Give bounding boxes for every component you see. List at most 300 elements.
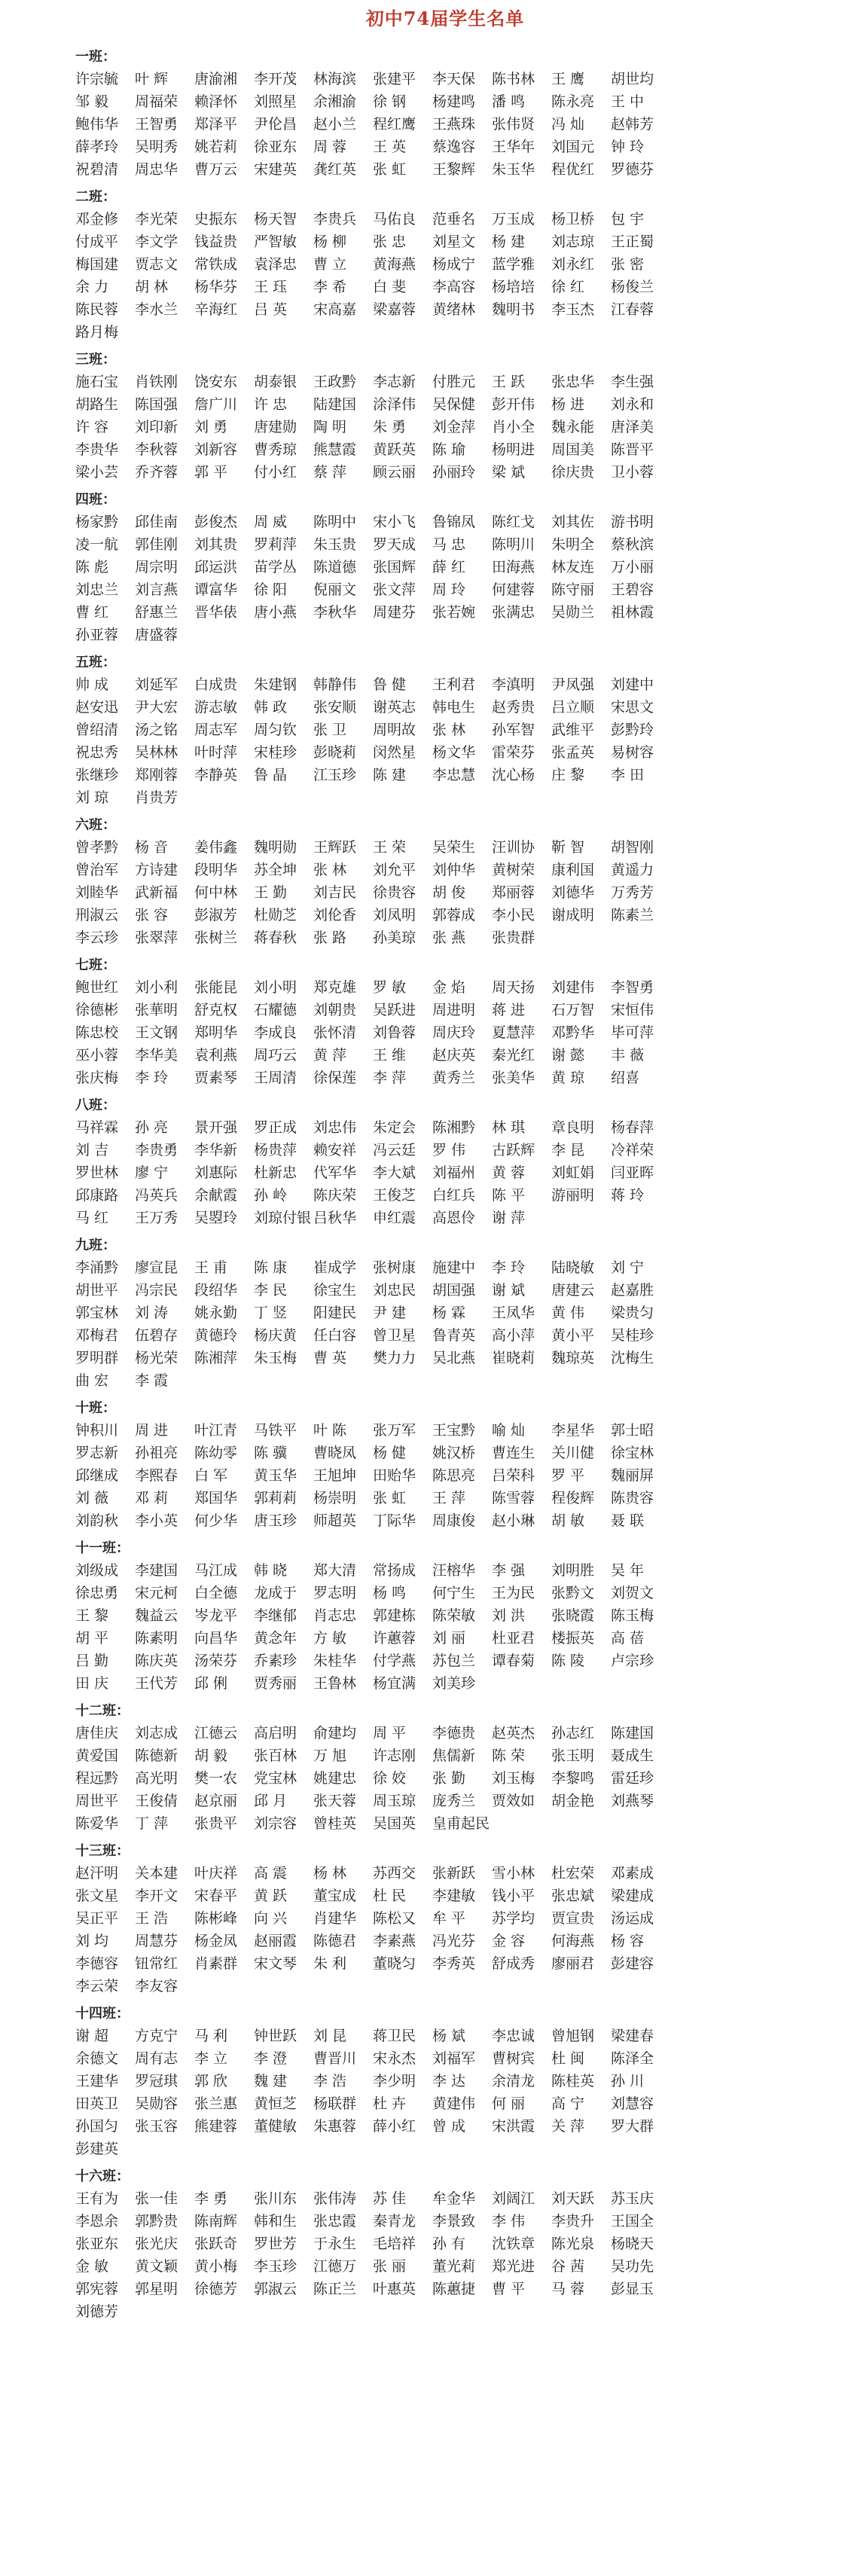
student-name: 陈建国 <box>611 1725 654 1741</box>
student-name: 余清龙 <box>492 2073 535 2089</box>
student-name: 李 希 <box>313 279 347 295</box>
student-name: 钟世跃 <box>254 2028 297 2044</box>
student-name: 祖林霞 <box>611 604 654 621</box>
student-name: 李 萍 <box>373 1070 407 1086</box>
student-name: 庞秀兰 <box>432 1793 476 1809</box>
student-name: 陈荣敏 <box>432 1607 476 1624</box>
student-name: 党宝林 <box>254 1770 297 1787</box>
student-name: 施建中 <box>432 1259 476 1276</box>
student-name: 陈光泉 <box>551 2236 595 2252</box>
student-name: 游书明 <box>611 514 654 530</box>
student-name: 李建国 <box>135 1562 178 1579</box>
student-name: 韩电生 <box>432 699 476 716</box>
student-name: 梁建春 <box>611 2028 654 2044</box>
student-name: 尹凤强 <box>551 676 595 693</box>
student-name: 刘 琼 <box>75 789 109 806</box>
name-row <box>75 719 815 741</box>
student-name: 苏西交 <box>373 1865 416 1882</box>
student-name: 王为民 <box>492 1585 535 1601</box>
student-name: 王 黎 <box>75 1607 109 1624</box>
student-name: 阳建民 <box>313 1305 357 1321</box>
student-name: 晋华俵 <box>194 604 238 621</box>
class-title: 九班： <box>75 1238 116 1253</box>
student-name: 刘朝贵 <box>313 1002 357 1018</box>
student-name: 谢 懿 <box>551 1047 585 1064</box>
student-name: 向 兴 <box>254 1910 288 1927</box>
student-name: 黄德玲 <box>194 1327 238 1344</box>
student-name: 杨家黔 <box>75 514 119 530</box>
student-name: 林友连 <box>551 559 595 575</box>
student-name: 肖铁刚 <box>135 374 178 390</box>
student-name: 刘德华 <box>551 884 595 901</box>
student-name: 谢英志 <box>373 699 416 716</box>
name-row <box>75 416 815 438</box>
student-name: 詹广川 <box>194 396 238 413</box>
student-name: 李大斌 <box>373 1164 416 1181</box>
student-name: 刘福州 <box>432 1164 476 1181</box>
student-name: 胡 敏 <box>551 1512 585 1529</box>
student-name: 刘明胜 <box>551 1562 595 1579</box>
student-name: 杨华芬 <box>194 279 238 295</box>
student-name: 秦青龙 <box>373 2213 416 2230</box>
student-name: 李 伟 <box>492 2213 526 2230</box>
student-name: 胡路生 <box>75 396 119 413</box>
class-title: 十二班： <box>75 1703 130 1719</box>
student-name: 朱玉贵 <box>313 536 357 553</box>
student-name: 张建平 <box>373 71 416 87</box>
student-name: 王旭坤 <box>313 1467 357 1484</box>
student-name: 王碧容 <box>611 581 654 598</box>
name-row <box>75 533 815 556</box>
name-row <box>75 881 815 904</box>
student-name: 陈庆荣 <box>313 1187 357 1204</box>
student-name: 王智勇 <box>135 116 178 133</box>
student-name: 易树容 <box>611 744 654 761</box>
student-name: 何海燕 <box>551 1933 595 1949</box>
student-name: 朱 利 <box>313 1955 347 1972</box>
student-name: 王凤华 <box>492 1305 535 1321</box>
class-section <box>75 652 815 809</box>
student-name: 王黎辉 <box>432 161 476 178</box>
student-name: 程远黔 <box>75 1770 119 1787</box>
student-name: 涂泽伟 <box>373 396 416 413</box>
class-section <box>75 815 815 949</box>
student-name: 鲁 晶 <box>254 767 288 783</box>
student-name: 闵然星 <box>373 744 416 761</box>
student-name: 巫小蓉 <box>75 1047 119 1064</box>
student-name: 王燕珠 <box>432 116 476 133</box>
student-name: 王 维 <box>373 1047 407 1064</box>
name-row <box>75 1207 815 1229</box>
student-name: 陈玉梅 <box>611 1607 654 1624</box>
student-name: 刘建中 <box>611 676 654 693</box>
class-title: 十一班： <box>75 1540 130 1556</box>
student-name: 蔡秋滨 <box>611 536 654 553</box>
student-name: 彭俊杰 <box>194 514 238 530</box>
student-name: 张 虹 <box>373 1490 407 1506</box>
student-name: 刘允平 <box>373 862 416 878</box>
student-name: 张满忠 <box>492 604 535 621</box>
name-row <box>75 461 815 484</box>
student-name: 施石宝 <box>75 374 119 390</box>
student-name: 陈湘黔 <box>432 1119 476 1136</box>
class-title: 十班： <box>75 1400 116 1416</box>
student-name: 张怀清 <box>313 1024 357 1041</box>
student-name: 石万智 <box>551 1002 595 1018</box>
name-row <box>75 601 815 624</box>
student-name: 辛海红 <box>194 301 238 318</box>
name-row <box>75 158 815 181</box>
student-name: 李 民 <box>254 1282 288 1299</box>
student-name: 胡 平 <box>75 1630 109 1647</box>
name-row <box>75 1672 815 1695</box>
student-name: 江玉珍 <box>313 767 357 783</box>
student-name: 杜亚君 <box>492 1630 535 1647</box>
student-name: 曹 红 <box>75 604 109 621</box>
student-name: 杨成宁 <box>432 256 476 273</box>
student-name: 邱继成 <box>75 1467 119 1484</box>
student-name: 董健敏 <box>254 2118 297 2135</box>
student-name: 江春蓉 <box>611 301 654 318</box>
student-name: 李贵勇 <box>135 1142 178 1158</box>
student-name: 冯 灿 <box>551 116 585 133</box>
name-row <box>75 2210 815 2233</box>
student-name: 郭宪蓉 <box>75 2281 119 2297</box>
student-name: 吕 英 <box>254 301 288 318</box>
name-row <box>75 741 815 764</box>
student-name: 凌一航 <box>75 536 119 553</box>
student-name: 唐建勋 <box>254 419 297 435</box>
student-name: 程优红 <box>551 161 595 178</box>
student-name: 陈民蓉 <box>75 301 119 318</box>
student-name: 徐贵容 <box>373 884 416 901</box>
student-name: 王 荣 <box>373 839 407 856</box>
student-name: 王利君 <box>432 676 476 693</box>
student-name: 黄 伟 <box>551 1305 585 1321</box>
student-name: 李 勇 <box>194 2190 228 2207</box>
student-name: 王 英 <box>373 139 407 155</box>
student-name: 郭黔贵 <box>135 2213 178 2230</box>
student-name: 陈永亮 <box>551 93 595 110</box>
student-name: 刘其贵 <box>194 536 238 553</box>
student-name: 吕立顺 <box>551 699 595 716</box>
student-name: 李贵华 <box>75 441 119 458</box>
student-name: 冯云廷 <box>373 1142 416 1158</box>
student-name: 康利国 <box>551 862 595 878</box>
student-name: 周有志 <box>135 2050 178 2067</box>
student-name: 魏 建 <box>254 2073 288 2089</box>
student-name: 黄小平 <box>551 1327 595 1344</box>
student-name: 刘照星 <box>254 93 297 110</box>
student-name: 李小英 <box>135 1512 178 1529</box>
student-name: 杨春萍 <box>611 1119 654 1136</box>
student-name: 杨崇明 <box>313 1490 357 1506</box>
student-name: 曾桂英 <box>313 1815 357 1832</box>
student-name: 彭晓莉 <box>313 744 357 761</box>
student-name: 舒成秀 <box>492 1955 535 1972</box>
student-name: 汤之铭 <box>135 722 178 738</box>
student-name: 宋元柯 <box>135 1585 178 1601</box>
student-name: 饶安东 <box>194 374 238 390</box>
student-name: 肖建华 <box>313 1910 357 1927</box>
name-row <box>75 511 815 533</box>
student-name: 张继珍 <box>75 767 119 783</box>
student-name: 罗 平 <box>551 1467 585 1484</box>
name-row <box>75 1116 815 1139</box>
student-name: 曹 英 <box>313 1350 347 1366</box>
student-name: 夏慧萍 <box>492 1024 535 1041</box>
student-name: 岑龙平 <box>194 1607 238 1624</box>
student-name: 张若婉 <box>432 604 476 621</box>
student-name: 贾志文 <box>135 256 178 273</box>
student-name: 郑丽蓉 <box>492 884 535 901</box>
student-name: 黄树荣 <box>492 862 535 878</box>
student-name: 邱运洪 <box>194 559 238 575</box>
student-name: 周宗明 <box>135 559 178 575</box>
student-name: 王代芳 <box>135 1675 178 1692</box>
name-row <box>75 1509 815 1532</box>
class-title: 五班： <box>75 655 116 670</box>
student-name: 丰 薇 <box>611 1047 645 1064</box>
student-name: 叶 辉 <box>135 71 169 87</box>
student-name: 曹晓凤 <box>313 1445 357 1461</box>
student-name: 祝碧清 <box>75 161 119 178</box>
student-name: 钟 玲 <box>611 139 645 155</box>
name-row <box>75 904 815 926</box>
student-name: 梅国建 <box>75 256 119 273</box>
student-name: 罗德芬 <box>611 161 654 178</box>
student-name: 张翠萍 <box>135 929 178 946</box>
student-name: 杜新忠 <box>254 1164 297 1181</box>
student-name: 李小民 <box>492 907 535 923</box>
student-name: 徐 姣 <box>373 1770 407 1787</box>
student-name: 董光莉 <box>432 2258 476 2275</box>
student-name: 何少华 <box>194 1512 238 1529</box>
student-name: 田英卫 <box>75 2095 119 2112</box>
student-name: 薛孝玲 <box>75 139 119 155</box>
student-name: 黄恒芝 <box>254 2095 297 2112</box>
student-name: 徐 阳 <box>254 581 288 598</box>
student-name: 宋春平 <box>194 1888 238 1904</box>
student-name: 刘 勇 <box>194 419 228 435</box>
student-name: 廖 宁 <box>135 1164 169 1181</box>
student-name: 罗 伟 <box>432 1142 466 1158</box>
student-name: 吴 年 <box>611 1562 645 1579</box>
name-row <box>75 1582 815 1604</box>
name-row <box>75 1627 815 1650</box>
student-name: 代军华 <box>313 1164 357 1181</box>
student-name: 李秀英 <box>432 1955 476 1972</box>
student-name: 郭 欣 <box>194 2073 228 2089</box>
student-name: 李恩余 <box>75 2213 119 2230</box>
student-name: 金 焰 <box>432 979 466 996</box>
student-name: 李贵升 <box>551 2213 595 2230</box>
name-row <box>75 1604 815 1627</box>
student-name: 苏玉庆 <box>611 2190 654 2207</box>
student-name: 包 宇 <box>611 211 645 227</box>
student-name: 张 林 <box>432 722 466 738</box>
class-title: 六班： <box>75 817 116 833</box>
student-name: 李建敏 <box>432 1888 476 1904</box>
name-row <box>75 136 815 158</box>
student-name: 曾旭钢 <box>551 2028 595 2044</box>
student-name: 龚红英 <box>313 161 357 178</box>
student-name: 薛 红 <box>432 559 466 575</box>
student-name: 曹连生 <box>492 1445 535 1461</box>
student-name: 张忠华 <box>551 374 595 390</box>
student-name: 张玉明 <box>551 1747 595 1764</box>
student-name: 周玉琼 <box>373 1793 416 1809</box>
student-name: 张 燕 <box>432 929 466 946</box>
student-name: 张伟涛 <box>313 2190 357 2207</box>
student-name: 杜 闽 <box>551 2050 585 2067</box>
student-name: 章良明 <box>551 1119 595 1136</box>
student-name: 李友容 <box>135 1978 178 1995</box>
student-name: 李涌黔 <box>75 1259 119 1276</box>
student-name: 张忠斌 <box>551 1888 595 1904</box>
student-name: 张百林 <box>254 1747 297 1764</box>
student-name: 田海燕 <box>492 559 535 575</box>
student-name: 朱玉梅 <box>254 1350 297 1366</box>
student-name: 罗世林 <box>75 1164 119 1181</box>
student-name: 胡泰银 <box>254 374 297 390</box>
student-name: 李光荣 <box>135 211 178 227</box>
student-name: 张華明 <box>135 1002 178 1018</box>
student-name: 路月梅 <box>75 324 119 340</box>
student-name: 闫亚晖 <box>611 1164 654 1181</box>
student-name: 范垂名 <box>432 211 476 227</box>
student-name: 罗正成 <box>254 1119 297 1136</box>
student-name: 李玉杰 <box>551 301 595 318</box>
student-name: 杨宜满 <box>373 1675 416 1692</box>
student-name: 樊力力 <box>373 1350 416 1366</box>
student-name: 聂成生 <box>611 1747 654 1764</box>
name-row <box>75 786 815 809</box>
student-name: 曹 立 <box>313 256 347 273</box>
student-name: 张跃奇 <box>194 2236 238 2252</box>
student-name: 张 密 <box>611 256 645 273</box>
student-name: 张树兰 <box>194 929 238 946</box>
student-name: 李 达 <box>432 2073 466 2089</box>
student-name: 付成平 <box>75 233 119 250</box>
student-name: 赵庆英 <box>432 1047 476 1064</box>
student-name: 周庆玲 <box>432 1024 476 1041</box>
student-name: 谷 茜 <box>551 2258 585 2275</box>
student-name: 姚永勤 <box>194 1305 238 1321</box>
student-name: 鲁锦凤 <box>432 514 476 530</box>
student-name: 丁 竖 <box>254 1305 288 1321</box>
student-name: 刘阔江 <box>492 2190 535 2207</box>
student-name: 罗明群 <box>75 1350 119 1366</box>
student-name: 吴国英 <box>373 1815 416 1832</box>
student-name: 张美华 <box>492 1070 535 1086</box>
student-name: 白 斐 <box>373 279 407 295</box>
student-name: 曹秀琼 <box>254 441 297 458</box>
student-name: 刘鲁蓉 <box>373 1024 416 1041</box>
student-name: 罗天成 <box>373 536 416 553</box>
student-name: 陈泽全 <box>611 2050 654 2067</box>
student-name: 陈湘萍 <box>194 1350 238 1366</box>
student-name: 蒋 玲 <box>611 1187 645 1204</box>
student-name: 邹 毅 <box>75 93 109 110</box>
student-name: 张亚东 <box>75 2236 119 2252</box>
name-row <box>75 2025 815 2047</box>
student-name: 张兰惠 <box>194 2095 238 2112</box>
student-name: 黄 萍 <box>313 1047 347 1064</box>
student-name: 何建蓉 <box>492 581 535 598</box>
student-name: 杨俊兰 <box>611 279 654 295</box>
name-row <box>75 2233 815 2255</box>
student-name: 付小红 <box>254 464 297 481</box>
student-name: 吴跃进 <box>373 1002 416 1018</box>
student-name: 鲍世红 <box>75 979 119 996</box>
student-name: 陈书林 <box>492 71 535 87</box>
student-name: 李生强 <box>611 374 654 390</box>
student-name: 邓素成 <box>611 1865 654 1882</box>
student-name: 陈 建 <box>373 767 407 783</box>
student-name: 徐宝生 <box>313 1282 357 1299</box>
student-name: 杨 容 <box>611 1933 645 1949</box>
student-name: 徐保莲 <box>313 1070 357 1086</box>
student-name: 王 浩 <box>135 1910 169 1927</box>
student-name: 孙 岭 <box>254 1187 288 1204</box>
student-name: 宋文琴 <box>254 1955 297 1972</box>
student-name: 杜宏荣 <box>551 1865 595 1882</box>
student-name: 白红兵 <box>432 1187 476 1204</box>
student-name: 邓金修 <box>75 211 119 227</box>
student-name: 曲 宏 <box>75 1372 109 1389</box>
student-name: 陈蕙捷 <box>432 2281 476 2297</box>
student-name: 郭蓉成 <box>432 907 476 923</box>
student-name: 郭 平 <box>194 464 228 481</box>
student-name: 冷祥荣 <box>611 1142 654 1158</box>
student-name: 师超英 <box>313 1512 357 1529</box>
student-name: 杨 鸣 <box>373 1585 407 1601</box>
student-name: 孙国匀 <box>75 2118 119 2135</box>
student-name: 马佑良 <box>373 211 416 227</box>
class-section <box>75 1841 815 1998</box>
name-row <box>75 1862 815 1885</box>
student-name: 陈 骥 <box>254 1445 288 1461</box>
name-row <box>75 1464 815 1487</box>
student-name: 魏明勋 <box>254 839 297 856</box>
student-name: 陈国强 <box>135 396 178 413</box>
student-name: 赵京丽 <box>194 1793 238 1809</box>
class-list <box>75 47 815 2323</box>
student-name: 邱佳南 <box>135 514 178 530</box>
student-name: 孙美琼 <box>373 929 416 946</box>
student-name: 白 军 <box>194 1467 228 1484</box>
student-name: 李开文 <box>135 1888 178 1904</box>
student-name: 杨建鸣 <box>432 93 476 110</box>
student-name: 邓梅君 <box>75 1327 119 1344</box>
student-name: 关 萍 <box>551 2118 585 2135</box>
student-name: 绍喜 <box>611 1070 640 1086</box>
class-title: 三班： <box>75 352 116 368</box>
student-name: 黄小梅 <box>194 2258 238 2275</box>
student-name: 刘宗容 <box>254 1815 297 1832</box>
student-name: 李秋蓉 <box>135 441 178 458</box>
student-name: 李 玲 <box>492 1259 526 1276</box>
student-name: 汤荣芬 <box>194 1653 238 1669</box>
student-name: 万 旭 <box>313 1747 347 1764</box>
student-name: 陈道德 <box>313 559 357 575</box>
student-name: 贾素琴 <box>194 1070 238 1086</box>
student-name: 胡国强 <box>432 1282 476 1299</box>
student-name: 梁建成 <box>611 1888 654 1904</box>
student-name: 刘 吉 <box>75 1142 109 1158</box>
student-name: 武维平 <box>551 722 595 738</box>
